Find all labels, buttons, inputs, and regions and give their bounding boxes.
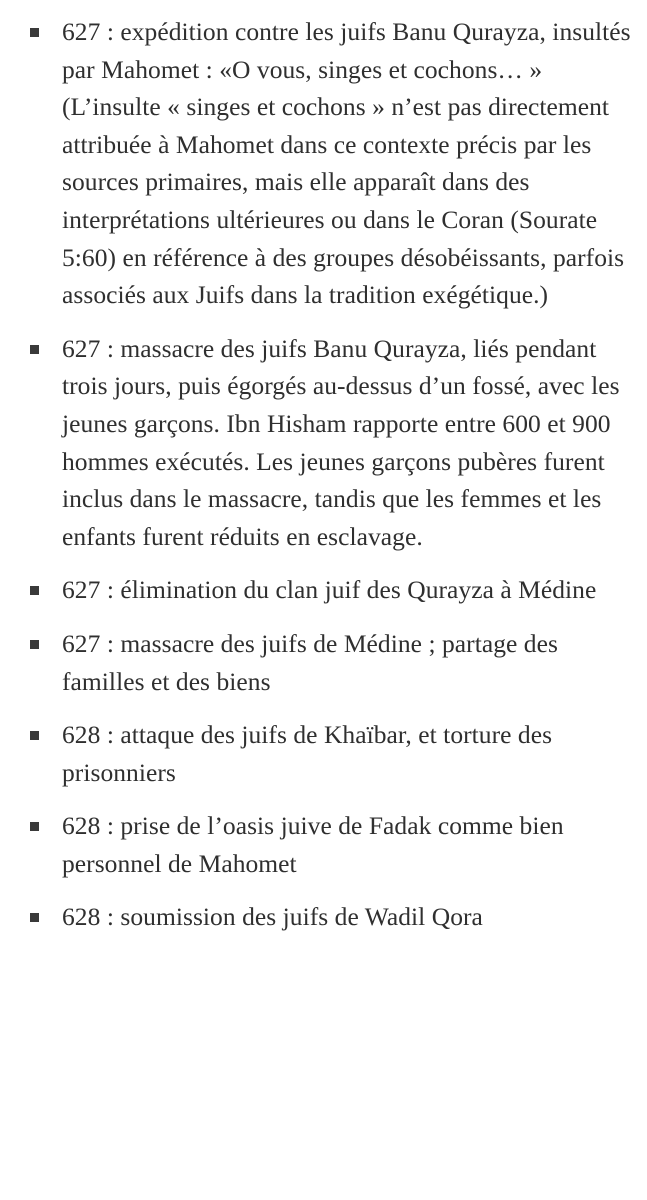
list-item-text: 628 : soumission des juifs de Wadil Qora: [62, 902, 483, 932]
square-bullet-icon: [30, 731, 39, 740]
list-item: [0, 13, 647, 314]
list-item-text: 627 : massacre des juifs Banu Qurayza, liés pendant trois jours, puis égorgés au-dessus d’un fossé, avec les jeunes garçons. Ibn Hisham rapporte entre 600 et 900 hommes exécutés. Les jeunes garçons pubères furent inclus dans le massacre, tandis que les femmes et les enfants furent réduits en esclavage.: [62, 333, 620, 551]
list-item: [0, 330, 647, 556]
list-item: [0, 625, 647, 700]
square-bullet-icon: [30, 822, 39, 831]
event-list: [0, 13, 647, 952]
list-item: [0, 807, 647, 882]
square-bullet-icon: [30, 345, 39, 354]
list-item-text: 628 : attaque des juifs de Khaïbar, et torture des prisonniers: [62, 720, 553, 787]
list-item-text: 627 : expédition contre les juifs Banu Qurayza, insultés par Mahomet : «O vous, singes et cochons… » (L’insulte « singes et cochons » n’est pas directement attribuée à Mahomet dans ce contexte précis par les sources primaires, mais elle apparaît dans des interprétations ultérieures ou dans le Coran (Sourate 5:60) en référence à des groupes désobéissants, parfois associés aux Juifs dans la tradition exégétique.): [62, 17, 631, 310]
square-bullet-icon: [30, 586, 39, 595]
list-item-text: 628 : prise de l’oasis juive de Fadak comme bien personnel de Mahomet: [62, 811, 564, 878]
list-item: [0, 716, 647, 791]
square-bullet-icon: [30, 28, 39, 37]
list-item: [0, 571, 647, 609]
square-bullet-icon: [30, 913, 39, 922]
list-item: [0, 898, 647, 936]
list-item-text: 627 : élimination du clan juif des Qurayza à Médine: [62, 575, 597, 605]
list-item-text: 627 : massacre des juifs de Médine ; partage des familles et des biens: [62, 628, 558, 696]
square-bullet-icon: [30, 640, 39, 649]
